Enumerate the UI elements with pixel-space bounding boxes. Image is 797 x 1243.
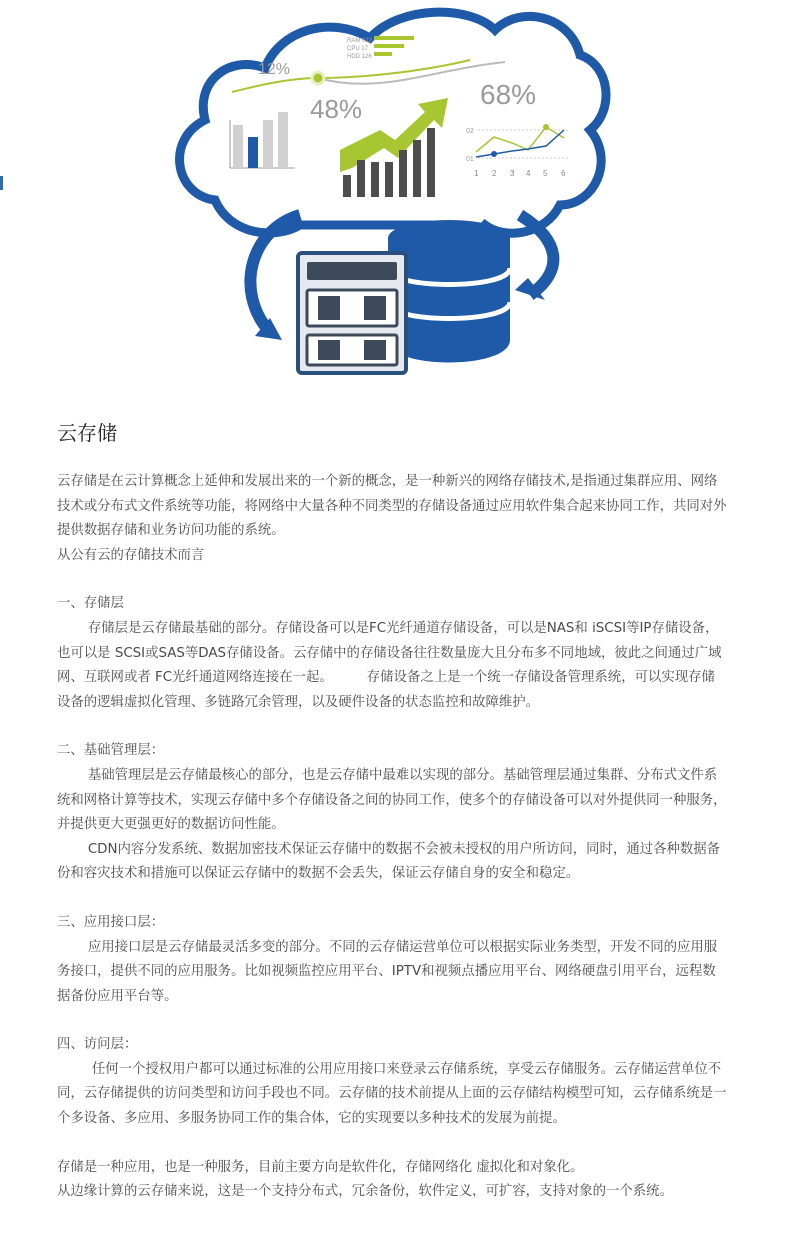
pct-mid-label: 48% [310,94,363,124]
svg-text:4: 4 [526,169,531,178]
section-body-management-2: CDN内容分发系统、数据加密技术保证云存储中的数据不会被未授权的用户所访问，同时，通过各种数据备份和容灾技术和措施可以保证云存储中的数据不会丢失，保证云存储自身的安全和稳定。 [57,841,721,882]
svg-text:02: 02 [466,128,474,135]
section-heading-storage: 一、存储层 [57,596,124,612]
article-title: 云存储 [57,421,117,445]
article-body [57,418,727,1205]
edge-marker [0,176,3,190]
section-heading-management: 二、基础管理层： [57,743,165,759]
section-body-storage: 存储层是云存储最基础的部分。存储设备可以是FC光纤通道存储设备，可以是NAS和 iSCSI等IP存储设备，也可以是 SCSI或SAS等DAS存储设备。云存储中的存储设备往往数量庞大且分布多不同地域，彼此之间通过广域网、互联网或者 FC光纤通道网络连接在一起。 存储设备之上是一个统一存储设备管理系统，可以实现存储设备的逻辑虚拟化管理、多链路冗余管理，以及硬件设备的状态监控和故障维护。 [57,620,722,710]
cloud-storage-illustration [0,0,797,395]
pct-right-label: 68% [480,79,537,110]
mini-bar-3 [374,52,392,56]
mini-label-3: HDD 126 [347,54,372,60]
mini-label-2: CPU 17 [347,46,369,52]
outro-paragraph-2: 从边缘计算的云存储来说，这是一个支持分布式，冗余备份，软件定义，可扩容，支持对象的一个系统。 [57,1184,673,1200]
section-heading-access: 四、访问层： [57,1037,138,1053]
trend-point [312,72,324,84]
intro-subline: 从公有云的存储技术而言 [57,547,205,563]
section-body-interface: 应用接口层是云存储最灵活多变的部分。不同的云存储运营单位可以根据实际业务类型，开发不同的应用服务接口，提供不同的应用服务。比如视频监控应用平台、IPTV和视频点播应用平台、网络硬盘引用平台，远程数据备份应用平台等。 [57,939,718,1004]
bar [248,137,258,168]
pct-left-label: 12% [258,61,291,78]
server-icon [298,253,406,373]
mini-label-1: RAM 012 [347,38,373,44]
svg-text:1: 1 [474,169,479,178]
intro-paragraph: 云存储是在云计算概念上延伸和发展出来的一个新的概念，是一种新兴的网络存储技术,是指通过集群应用、网络技术或分布式文件系统等功能，将网络中大量各种不同类型的存储设备通过应用软件集合起来协同工作，共同对外提供数据存储和业务访问功能的系统。 [57,474,727,539]
svg-text:2: 2 [492,169,497,178]
svg-text:5: 5 [543,169,548,178]
section-body-management-1: 基础管理层是云存储最核心的部分，也是云存储中最难以实现的部分。基础管理层通过集群、分布式文件系统和网格计算等技术，实现云存储中多个存储设备之间的协同工作，使多个的存储设备可以对外提供同一种服务，并提供更大更强更好的数据访问性能。 [57,767,727,833]
bar [263,120,273,168]
section-heading-interface: 三、应用接口层： [57,914,165,930]
bar [233,125,243,168]
cloud-storage-graphic [0,0,797,395]
mini-bar-1 [374,36,414,40]
svg-text:6: 6 [561,169,566,178]
mini-bar-2 [374,44,404,48]
svg-text:01: 01 [466,156,474,163]
section-body-access: 任何一个授权用户都可以通过标准的公用应用接口来登录云存储系统，享受云存储服务。云存储运营单位不同，云存储提供的访问类型和访问手段也不同。云存储的技术前提从上面的云存储结构模型可知，云存储系统是一个多设备、多应用、多服务协同工作的集合体，它的实现要以多种技术的发展为前提。 [57,1061,727,1127]
svg-text:3: 3 [510,169,515,178]
bar [278,112,288,168]
outro-paragraph-1: 存储是一种应用，也是一种服务，目前主要方向是软件化，存储网络化 虚拟化和对象化。 [57,1159,584,1175]
